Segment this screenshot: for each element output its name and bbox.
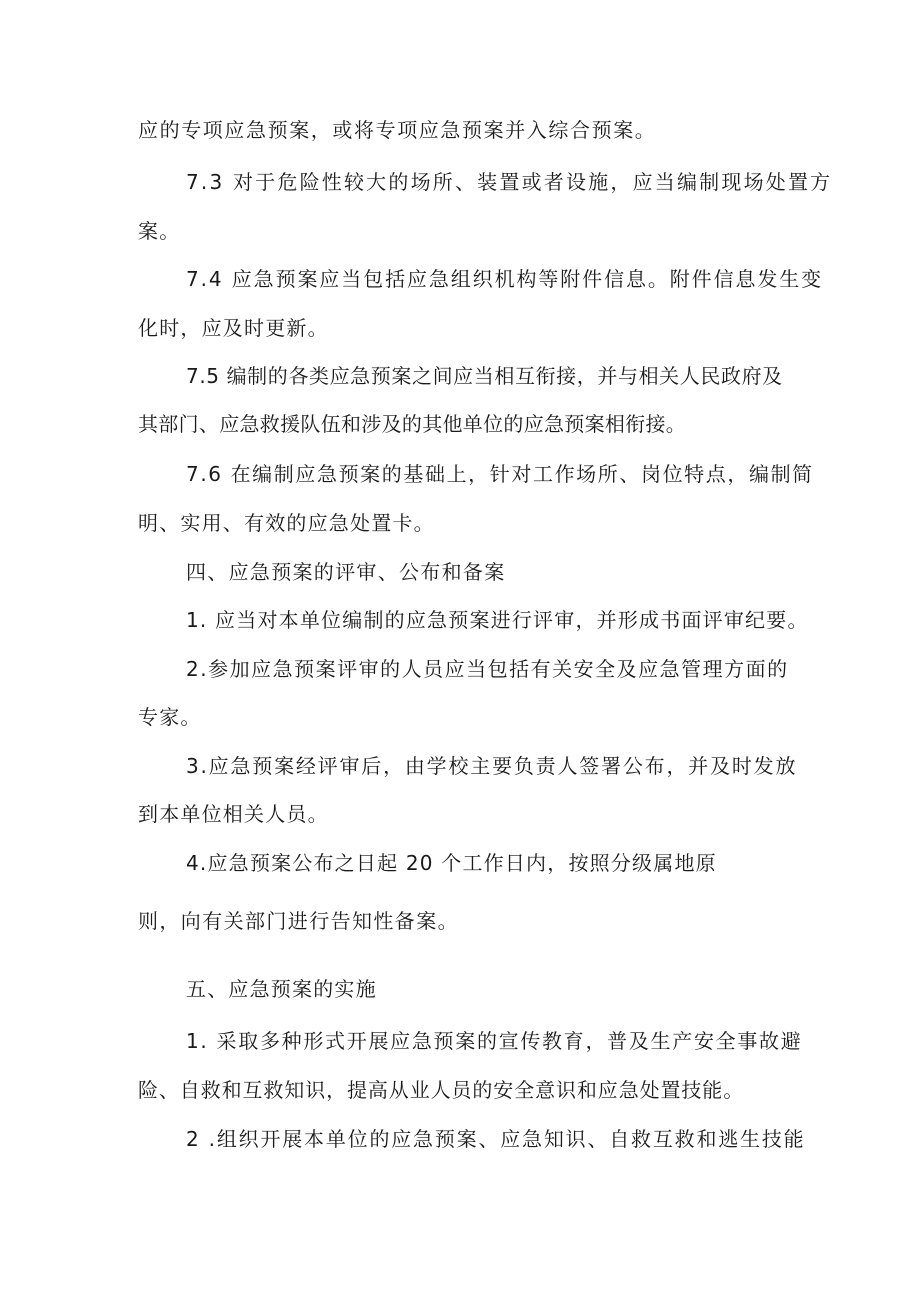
paragraph-line: 7.4 应急预案应当包括应急组织机构等附件信息。附件信息发生变: [186, 267, 824, 291]
paragraph-line: 则，向有关部门进行告知性备案。: [138, 909, 459, 933]
paragraph-line: 4.应急预案公布之日起 20 个工作日内，按照分级属地原: [186, 851, 717, 875]
paragraph-line: 2 .组织开展本单位的应急预案、应急知识、自救互救和逃生技能: [186, 1127, 806, 1151]
section-heading: 五、应急预案的实施: [186, 977, 377, 1001]
paragraph-line: 专家。: [138, 705, 202, 729]
paragraph-line: 1. 应当对本单位编制的应急预案进行评审，并形成书面评审纪要。: [186, 608, 809, 632]
paragraph-line: 7.3 对于危险性较大的场所、装置或者设施，应当编制现场处置方: [186, 170, 833, 194]
paragraph-line: 到本单位相关人员。: [138, 802, 329, 826]
paragraph-line: 7.6 在编制应急预案的基础上，针对工作场所、岗位特点，编制简: [186, 462, 814, 486]
paragraph-line: 2.参加应急预案评审的人员应当包括有关安全及应急管理方面的: [186, 657, 789, 681]
paragraph-line: 1. 采取多种形式开展应急预案的宣传教育，普及生产安全事故避: [186, 1029, 803, 1053]
paragraph-line: 其部门、应急救援队伍和涉及的其他单位的应急预案相衔接。: [138, 412, 687, 436]
paragraph-line: 化时，应及时更新。: [138, 316, 329, 340]
paragraph-line: 3.应急预案经评审后，由学校主要负责人签署公布，并及时发放: [186, 754, 798, 778]
paragraph-line: 明、实用、有效的应急处置卡。: [138, 511, 435, 535]
paragraph-line: 7.5 编制的各类应急预案之间应当相互衔接，并与相关人民政府及: [186, 364, 783, 388]
paragraph-line: 案。: [138, 219, 181, 243]
section-heading: 四、应急预案的评审、公布和备案: [186, 560, 506, 584]
paragraph-line: 险、自救和互救知识，提高从业人员的安全意识和应急处置技能。: [138, 1078, 745, 1102]
paragraph-line: 应的专项应急预案，或将专项应急预案并入综合预案。: [138, 118, 657, 142]
